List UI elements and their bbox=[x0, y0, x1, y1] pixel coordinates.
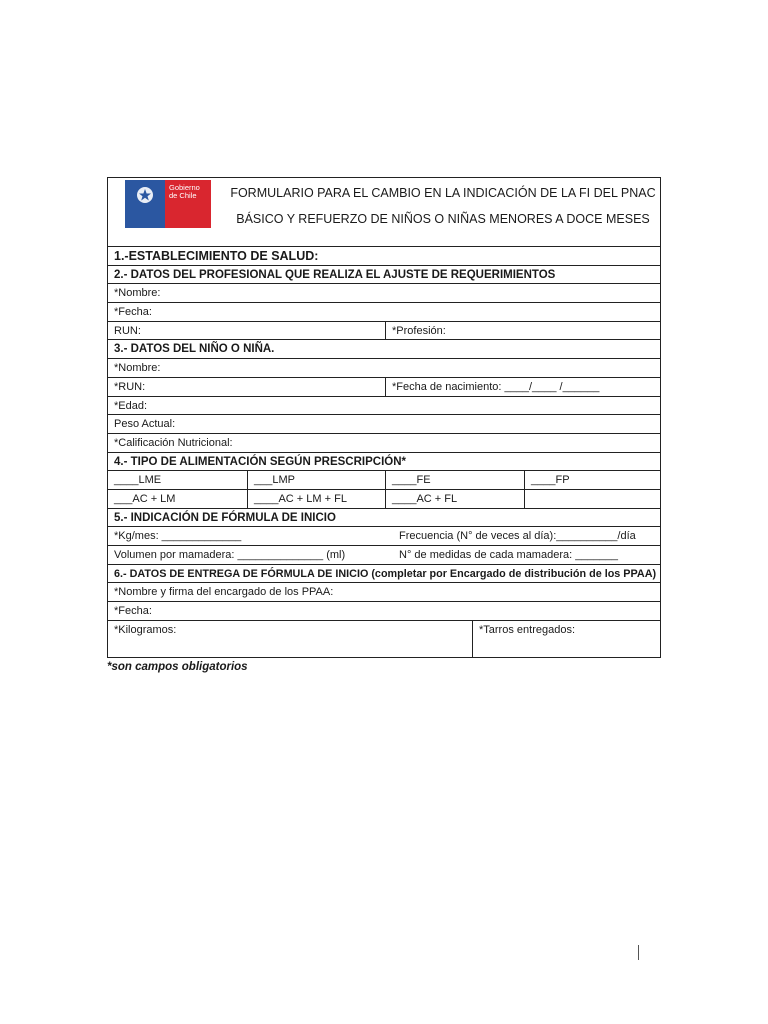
section3-heading: 3.- DATOS DEL NIÑO O NIÑA. bbox=[114, 343, 275, 356]
section4-options-row-2 bbox=[108, 489, 660, 508]
mandatory-fields-note: *son campos obligatorios bbox=[107, 661, 248, 673]
nino-fecha-nacimiento-field[interactable]: *Fecha de nacimiento: ____/____ /______ bbox=[385, 378, 660, 396]
nino-edad-field[interactable]: *Edad: bbox=[114, 399, 148, 412]
profesional-nombre-field[interactable]: *Nombre: bbox=[114, 287, 161, 300]
encargado-nombre-firma-field[interactable]: *Nombre y firma del encargado de los PPAA: bbox=[114, 586, 334, 599]
profesional-fecha-field[interactable]: *Fecha: bbox=[114, 306, 152, 319]
title-line-2: BÁSICO Y REFUERZO DE NIÑOS O NIÑAS MENORES A DOCE MESES bbox=[236, 212, 650, 226]
entrega-fecha-field[interactable]: *Fecha: bbox=[114, 605, 152, 618]
section2-fecha-row bbox=[108, 302, 660, 321]
coat-of-arms-icon bbox=[136, 186, 154, 204]
section2-run-row bbox=[108, 321, 660, 340]
profesional-run-field[interactable]: RUN: bbox=[114, 324, 141, 337]
nino-peso-field[interactable]: Peso Actual: bbox=[114, 418, 176, 431]
section4-options-row-1 bbox=[108, 470, 660, 489]
section1-row bbox=[108, 246, 660, 265]
option-fe[interactable]: ____FE bbox=[385, 471, 524, 489]
section2-nombre-row bbox=[108, 283, 660, 302]
section2-heading-row bbox=[108, 265, 660, 284]
option-fp[interactable]: ____FP bbox=[524, 471, 660, 489]
option-ac-lm[interactable]: ___AC + LM bbox=[114, 492, 176, 505]
section3-calificacion-row bbox=[108, 433, 660, 452]
frecuencia-field[interactable]: Frecuencia (N° de veces al día):__________/día bbox=[399, 530, 636, 543]
nino-run-field[interactable]: *RUN: bbox=[114, 380, 146, 393]
nino-nombre-field[interactable]: *Nombre: bbox=[114, 362, 161, 375]
section6-kg-row bbox=[108, 620, 660, 657]
option-ac-lm-fl[interactable]: ____AC + LM + FL bbox=[247, 490, 385, 508]
section3-peso-row bbox=[108, 414, 660, 433]
medidas-field[interactable]: N° de medidas de cada mamadera: _______ bbox=[399, 549, 619, 561]
nino-calificacion-field[interactable]: *Calificación Nutricional: bbox=[114, 436, 233, 449]
section6-nombre-row bbox=[108, 582, 660, 601]
gobierno-de-chile-logo bbox=[125, 180, 211, 228]
section5-heading-row bbox=[108, 508, 660, 527]
section2-heading: 2.- DATOS DEL PROFESIONAL QUE REALIZA EL AJUSTE DE REQUERIMIENTOS bbox=[114, 268, 556, 281]
section3-run-row bbox=[108, 377, 660, 396]
tarros-entregados-field[interactable]: *Tarros entregados: bbox=[472, 621, 660, 657]
section6-heading: 6.- DATOS DE ENTREGA DE FÓRMULA DE INICIO (completar por Encargado de distribución de los PPAA) bbox=[114, 567, 657, 580]
form-title bbox=[226, 178, 660, 246]
form-table bbox=[107, 177, 661, 658]
section5-heading: 5.- INDICACIÓN DE FÓRMULA DE INICIO bbox=[114, 511, 336, 524]
title-line-1: FORMULARIO PARA EL CAMBIO EN LA INDICACIÓN DE LA FI DEL PNAC bbox=[230, 186, 656, 200]
kilogramos-field[interactable]: *Kilogramos: bbox=[114, 623, 177, 636]
section5-volumen-row bbox=[108, 545, 660, 564]
section3-nombre-row bbox=[108, 358, 660, 377]
profesional-profesion-field[interactable]: *Profesión: bbox=[385, 322, 660, 340]
section3-heading-row bbox=[108, 339, 660, 358]
logo-text-line1: Gobierno bbox=[169, 183, 200, 192]
section4-heading-row bbox=[108, 452, 660, 471]
section6-heading-row bbox=[108, 564, 660, 583]
option-ac-fl[interactable]: ____AC + FL bbox=[385, 490, 524, 508]
kg-mes-field[interactable]: *Kg/mes: _____________ bbox=[114, 530, 242, 543]
logo-text-line2: de Chile bbox=[169, 191, 197, 200]
section3-edad-row bbox=[108, 396, 660, 415]
page-cursor-mark bbox=[638, 945, 639, 960]
option-lmp[interactable]: ___LMP bbox=[247, 471, 385, 489]
section4-heading: 4.- TIPO DE ALIMENTACIÓN SEGÚN PRESCRIPCIÓN* bbox=[114, 455, 406, 468]
section5-kg-row bbox=[108, 526, 660, 545]
logo-area bbox=[108, 178, 226, 246]
section1-heading[interactable]: 1.-ESTABLECIMIENTO DE SALUD: bbox=[114, 249, 319, 263]
option-lme[interactable]: ____LME bbox=[114, 474, 162, 487]
option-empty bbox=[524, 490, 660, 508]
section6-fecha-row bbox=[108, 601, 660, 620]
volumen-field[interactable]: Volumen por mamadera: ______________ (ml) bbox=[114, 549, 346, 561]
form-header bbox=[108, 178, 660, 246]
